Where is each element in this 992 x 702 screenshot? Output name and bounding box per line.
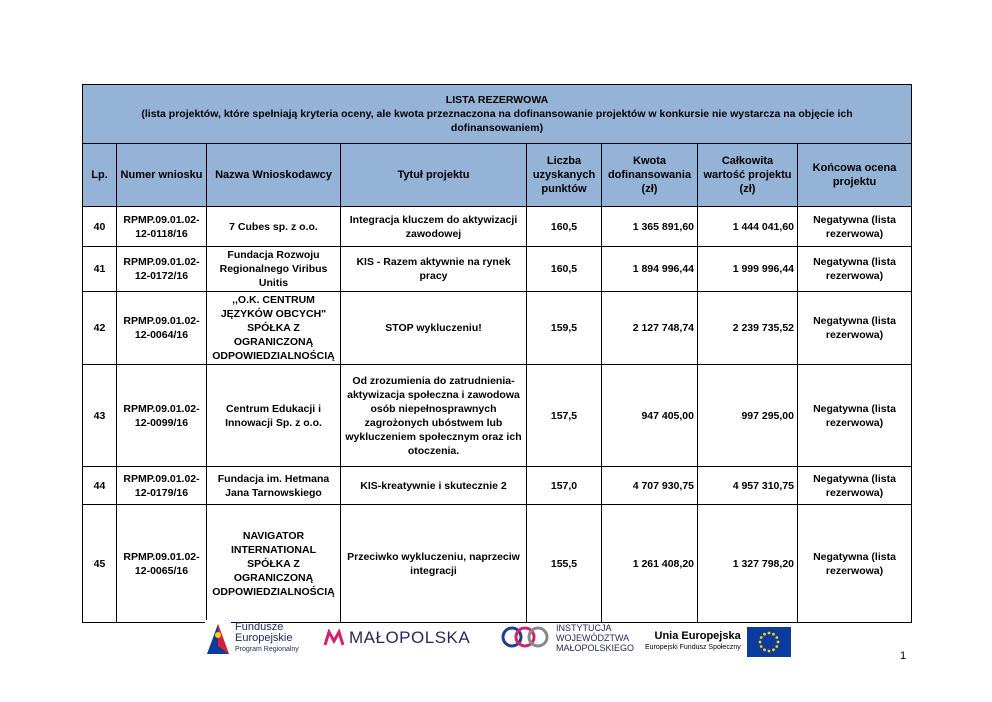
cell-ocena: Negatywna (lista rezerwowa) bbox=[798, 505, 912, 623]
cell-points: 160,5 bbox=[527, 207, 602, 247]
col-header-numer: Numer wniosku bbox=[117, 144, 207, 207]
col-header-nazwa: Nazwa Wnioskodawcy bbox=[207, 144, 341, 207]
malopolska-m-icon bbox=[323, 629, 345, 647]
fe-line3: Program Regionalny bbox=[235, 645, 299, 653]
cell-nr: RPMP.09.01.02-12-0118/16 bbox=[117, 207, 207, 247]
malopolska-text: MAŁOPOLSKA bbox=[349, 628, 471, 647]
cell-wartosc: 4 957 310,75 bbox=[698, 467, 798, 505]
cell-kwota: 2 127 748,74 bbox=[602, 292, 698, 365]
col-header-tytul: Tytuł projektu bbox=[341, 144, 527, 207]
cell-title: Integracja kluczem do aktywizacji zawodowej bbox=[341, 207, 527, 247]
cell-name: ,,O.K. CENTRUM JĘZYKÓW OBCYCH" SPÓŁKA Z OGRANICZONĄ ODPOWIEDZIALNOŚCIĄ bbox=[207, 292, 341, 365]
cell-kwota: 1 894 996,44 bbox=[602, 247, 698, 292]
cell-nr: RPMP.09.01.02-12-0172/16 bbox=[117, 247, 207, 292]
cell-wartosc: 2 239 735,52 bbox=[698, 292, 798, 365]
table-row bbox=[83, 505, 912, 623]
table-title: LISTA REZERWOWA bbox=[445, 94, 549, 106]
cell-lp: 40 bbox=[83, 207, 117, 247]
cell-lp: 41 bbox=[83, 247, 117, 292]
cell-name: NAVIGATOR INTERNATIONAL SPÓŁKA Z OGRANICZONĄ ODPOWIEDZIALNOŚCIĄ bbox=[207, 505, 341, 623]
cell-ocena: Negatywna (lista rezerwowa) bbox=[798, 292, 912, 365]
cell-wartosc: 1 327 798,20 bbox=[698, 505, 798, 623]
table-row bbox=[83, 247, 912, 292]
cell-title: KIS-kreatywnie i skutecznie 2 bbox=[341, 467, 527, 505]
cell-kwota: 1 261 408,20 bbox=[602, 505, 698, 623]
cell-points: 159,5 bbox=[527, 292, 602, 365]
table-row bbox=[83, 365, 912, 467]
ue-line2: Europejski Fundusz Społeczny bbox=[645, 644, 741, 651]
cell-lp: 42 bbox=[83, 292, 117, 365]
fe-line1: Fundusze bbox=[235, 620, 284, 633]
cell-ocena: Negatywna (lista rezerwowa) bbox=[798, 247, 912, 292]
cell-kwota: 1 365 891,60 bbox=[602, 207, 698, 247]
cell-nr: RPMP.09.01.02-12-0099/16 bbox=[117, 365, 207, 467]
footer-logos bbox=[0, 617, 992, 667]
cell-points: 157,5 bbox=[527, 365, 602, 467]
cell-wartosc: 997 295,00 bbox=[698, 365, 798, 467]
col-header-lp: Lp. bbox=[83, 144, 117, 207]
cell-title: STOP wykluczeniu! bbox=[341, 292, 527, 365]
col-header-wartosc: Całkowita wartość projektu (zł) bbox=[698, 144, 798, 207]
cell-name: Centrum Edukacji i Innowacji Sp. z o.o. bbox=[207, 365, 341, 467]
table-row bbox=[83, 467, 912, 505]
col-header-kwota: Kwota dofinansowania (zł) bbox=[602, 144, 698, 207]
cell-nr: RPMP.09.01.02-12-0065/16 bbox=[117, 505, 207, 623]
malopolska-logo bbox=[323, 628, 470, 648]
table-subtitle: (lista projektów, które spełniają kryteria oceny, ale kwota przeznaczona na dofinansowanie projektów w konkursie nie wystarcza na objęcie ich dofinansowaniem) bbox=[141, 108, 853, 134]
fe-star-icon bbox=[205, 620, 231, 656]
cell-ocena: Negatywna (lista rezerwowa) bbox=[798, 467, 912, 505]
fundusze-europejskie-logo bbox=[205, 620, 299, 656]
cell-wartosc: 1 999 996,44 bbox=[698, 247, 798, 292]
reserve-list-table bbox=[82, 84, 912, 623]
column-header-row bbox=[83, 144, 912, 207]
cell-kwota: 947 405,00 bbox=[602, 365, 698, 467]
table-row bbox=[83, 207, 912, 247]
cell-name: Fundacja Rozwoju Regionalnego Viribus Unitis bbox=[207, 247, 341, 292]
cell-name: Fundacja im. Hetmana Jana Tarnowskiego bbox=[207, 467, 341, 505]
table-title-cell bbox=[83, 85, 912, 144]
instytucja-line2: WOJEWÓDZTWA bbox=[556, 633, 630, 643]
cell-ocena: Negatywna (lista rezerwowa) bbox=[798, 207, 912, 247]
instytucja-logo bbox=[500, 623, 634, 653]
cell-points: 157,0 bbox=[527, 467, 602, 505]
col-header-punkty: Liczba uzyskanych punktów bbox=[527, 144, 602, 207]
cell-kwota: 4 707 930,75 bbox=[602, 467, 698, 505]
cell-wartosc: 1 444 041,60 bbox=[698, 207, 798, 247]
cell-points: 160,5 bbox=[527, 247, 602, 292]
cell-name: 7 Cubes sp. z o.o. bbox=[207, 207, 341, 247]
unia-europejska-logo bbox=[645, 627, 791, 657]
ue-line1: Unia Europejska bbox=[654, 630, 741, 642]
cell-title: Od zrozumienia do zatrudnienia- aktywizacja społeczna i zawodowa osób niepełnosprawnych zagrożonych ubóstwem lub wykluczeniem społecznym oraz ich otoczenia. bbox=[341, 365, 527, 467]
table-row bbox=[83, 292, 912, 365]
eu-flag-icon bbox=[747, 627, 791, 657]
cell-title: KIS - Razem aktywnie na rynek pracy bbox=[341, 247, 527, 292]
cell-lp: 43 bbox=[83, 365, 117, 467]
mcp-icon bbox=[500, 623, 550, 653]
col-header-ocena: Końcowa ocena projektu bbox=[798, 144, 912, 207]
cell-nr: RPMP.09.01.02-12-0179/16 bbox=[117, 467, 207, 505]
cell-ocena: Negatywna (lista rezerwowa) bbox=[798, 365, 912, 467]
cell-lp: 44 bbox=[83, 467, 117, 505]
page-number: 1 bbox=[900, 650, 907, 662]
instytucja-line1: INSTYTUCJA bbox=[556, 623, 612, 633]
instytucja-line3: MAŁOPOLSKIEGO bbox=[556, 643, 635, 653]
cell-nr: RPMP.09.01.02-12-0064/16 bbox=[117, 292, 207, 365]
fe-line2: Europejskie bbox=[235, 631, 293, 644]
cell-lp: 45 bbox=[83, 505, 117, 623]
cell-title: Przeciwko wykluczeniu, naprzeciw integracji bbox=[341, 505, 527, 623]
cell-points: 155,5 bbox=[527, 505, 602, 623]
